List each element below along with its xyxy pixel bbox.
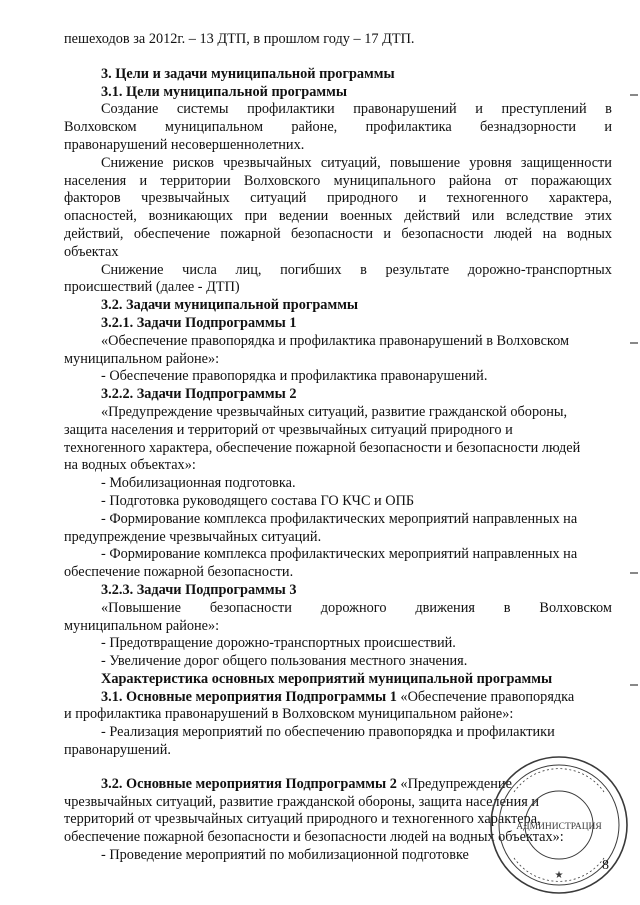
word: в [360, 261, 367, 278]
word: чрезвычайных [141, 190, 230, 207]
word: чрезвычайных [223, 154, 312, 171]
word: и [418, 190, 427, 207]
word: дорожного [320, 599, 387, 616]
word: погибших [280, 261, 342, 278]
word: Снижение [101, 261, 164, 278]
text-line: «Предупреждение чрезвычайных ситуаций, развитие гражданской обороны, [101, 403, 568, 420]
text-line: территорий от чрезвычайных ситуаций природного и техногенного характера, [64, 811, 541, 828]
page-number: 8 [602, 858, 609, 873]
word: муниципального [333, 172, 436, 189]
text-line: муниципальном районе»: [64, 350, 220, 367]
text-line: на водных объектах»: [64, 457, 196, 474]
word: профилактики [247, 101, 335, 118]
word: населения [64, 172, 127, 189]
word: техногенного [446, 190, 529, 207]
text-line: «Обеспечение правопорядка и профилактика правонарушений в Волховском [101, 332, 570, 349]
word: на [542, 225, 557, 242]
list-item: - Проведение мероприятий по мобилизационной подготовке [101, 847, 469, 864]
list-item: - Формирование комплекса профилактических мероприятий направленных на [101, 510, 578, 527]
text-line [64, 689, 612, 707]
official-stamp [484, 750, 634, 900]
text-line: защита населения и территорий от чрезвычайных ситуаций природного и [64, 421, 513, 438]
text-line: пешеходов за 2012г. – 13 ДТП, в прошлом году – 17 ДТП. [64, 31, 415, 47]
text-line: обеспечение пожарной безопасности и безопасности людей на водных объектах»: [64, 829, 564, 846]
word: Волховского [243, 172, 321, 189]
text-line: правонарушений. [64, 742, 171, 759]
word: района [448, 172, 492, 189]
measure-heading: 3.1. Основные мероприятия Подпрограммы 1 [101, 688, 397, 705]
word: от [504, 172, 518, 189]
scan-mark [630, 342, 638, 344]
word: «Повышение [101, 599, 181, 616]
word: результате [385, 261, 450, 278]
word: ситуаций, [320, 154, 381, 171]
scan-mark [630, 94, 638, 96]
text-line: объектах [64, 243, 119, 260]
word: или [471, 208, 495, 225]
word: безопасности [290, 225, 374, 242]
word: профилактика [365, 119, 452, 136]
word: и [139, 172, 148, 189]
word: дорожно-транспортных [467, 261, 612, 278]
text-line: предупреждение чрезвычайных ситуаций. [64, 528, 322, 545]
list-item: - Увеличение дорог общего пользования местного значения. [101, 653, 468, 670]
word: ситуаций [250, 190, 307, 207]
subsection-heading: 3.2.2. Задачи Подпрограммы 2 [101, 386, 297, 403]
word: в [503, 599, 511, 616]
justified-line [64, 226, 612, 244]
scan-mark [630, 572, 638, 574]
text-line: чрезвычайных ситуаций, развитие гражданской обороны, защита населения и [64, 793, 540, 810]
word: и [383, 225, 392, 242]
subsection-heading: 3.2. Задачи муниципальной программы [101, 297, 359, 314]
word: числа [182, 261, 217, 278]
justified-line [64, 173, 612, 191]
word: опасностей, [64, 208, 137, 225]
word: Волховском [64, 119, 137, 136]
word: муниципальном [164, 119, 264, 136]
word: возникающих [148, 208, 233, 225]
text-line: обеспечение пожарной безопасности. [64, 564, 294, 581]
justified-line [64, 190, 612, 208]
word: характера, [548, 190, 612, 207]
list-item: - Подготовка руководящего состава ГО КЧС и ОПБ [101, 492, 415, 509]
word: и [475, 101, 483, 118]
text-line: техногенного характера, обеспечение пожарной безопасности и безопасности людей [64, 439, 581, 456]
subsection-heading: 3.2.3. Задачи Подпрограммы 3 [101, 581, 297, 598]
justified-line [64, 262, 612, 280]
word: действий [404, 208, 461, 225]
word: правонарушений [353, 101, 457, 118]
word: Снижение [101, 154, 164, 171]
justified-line [64, 600, 612, 618]
word: Создание [101, 101, 159, 118]
justified-line [64, 155, 612, 173]
word: вследствие [506, 208, 574, 225]
text-line: муниципальном районе»: [64, 617, 220, 634]
word: и [604, 119, 612, 136]
word: действий, [64, 225, 124, 242]
word: ведении [278, 208, 329, 225]
word: природного [326, 190, 399, 207]
stamp-center-text: АДМИНИСТРАЦИЯ [516, 822, 602, 832]
justified-line [64, 101, 612, 119]
measure-heading: 3.2. Основные мероприятия Подпрограммы 2 [101, 775, 397, 792]
word: пожарной [220, 225, 281, 242]
word: обеспечение [133, 225, 210, 242]
word: преступлений [501, 101, 587, 118]
scan-mark [630, 684, 638, 686]
justified-line [64, 119, 612, 137]
list-item: - Обеспечение правопорядка и профилактика правонарушений. [101, 368, 488, 385]
word: в [605, 101, 612, 118]
word: факторов [64, 190, 121, 207]
stamp-star-icon: ★ [554, 870, 564, 881]
word: людей [493, 225, 533, 242]
section-heading: Характеристика основных мероприятий муниципальной программы [101, 670, 553, 687]
measure-heading-rest: «Обеспечение правопорядка [396, 688, 575, 705]
word: повышение [389, 154, 461, 171]
word: военных [340, 208, 393, 225]
list-item: - Мобилизационная подготовка. [101, 475, 296, 492]
text-line: и профилактика правонарушений в Волховском муниципальном районе»: [64, 706, 514, 723]
justified-line [64, 208, 612, 226]
word: лиц, [235, 261, 262, 278]
word: водных [566, 225, 612, 242]
word: безопасности [209, 599, 292, 616]
measure-heading-rest: «Предупреждение [396, 775, 512, 792]
word: движения [415, 599, 475, 616]
word: при [244, 208, 268, 225]
word: безопасности [401, 225, 484, 242]
word: этих [584, 208, 612, 225]
word: уровня [469, 154, 512, 171]
list-item: - Реализация мероприятий по обеспечению правопорядка и профилактики [101, 724, 555, 741]
list-item: - Формирование комплекса профилактических мероприятий направленных на [101, 546, 578, 563]
word: поражающих [530, 172, 612, 189]
word: районе, [291, 119, 338, 136]
list-item: - Предотвращение дорожно-транспортных происшествий. [101, 635, 456, 652]
word: территории [160, 172, 231, 189]
text-line: правонарушений несовершеннолетних. [64, 136, 305, 153]
word: защищенности [520, 154, 612, 171]
word: рисков [172, 154, 214, 171]
subsection-heading: 3.2.1. Задачи Подпрограммы 1 [101, 314, 297, 331]
section-heading: 3. Цели и задачи муниципальной программы [101, 65, 395, 82]
word: безнадзорности [480, 119, 576, 136]
word: Волховском [539, 599, 612, 616]
text-line: происшествий (далее - ДТП) [64, 279, 240, 296]
subsection-heading: 3.1. Цели муниципальной программы [101, 83, 348, 100]
word: системы [176, 101, 229, 118]
